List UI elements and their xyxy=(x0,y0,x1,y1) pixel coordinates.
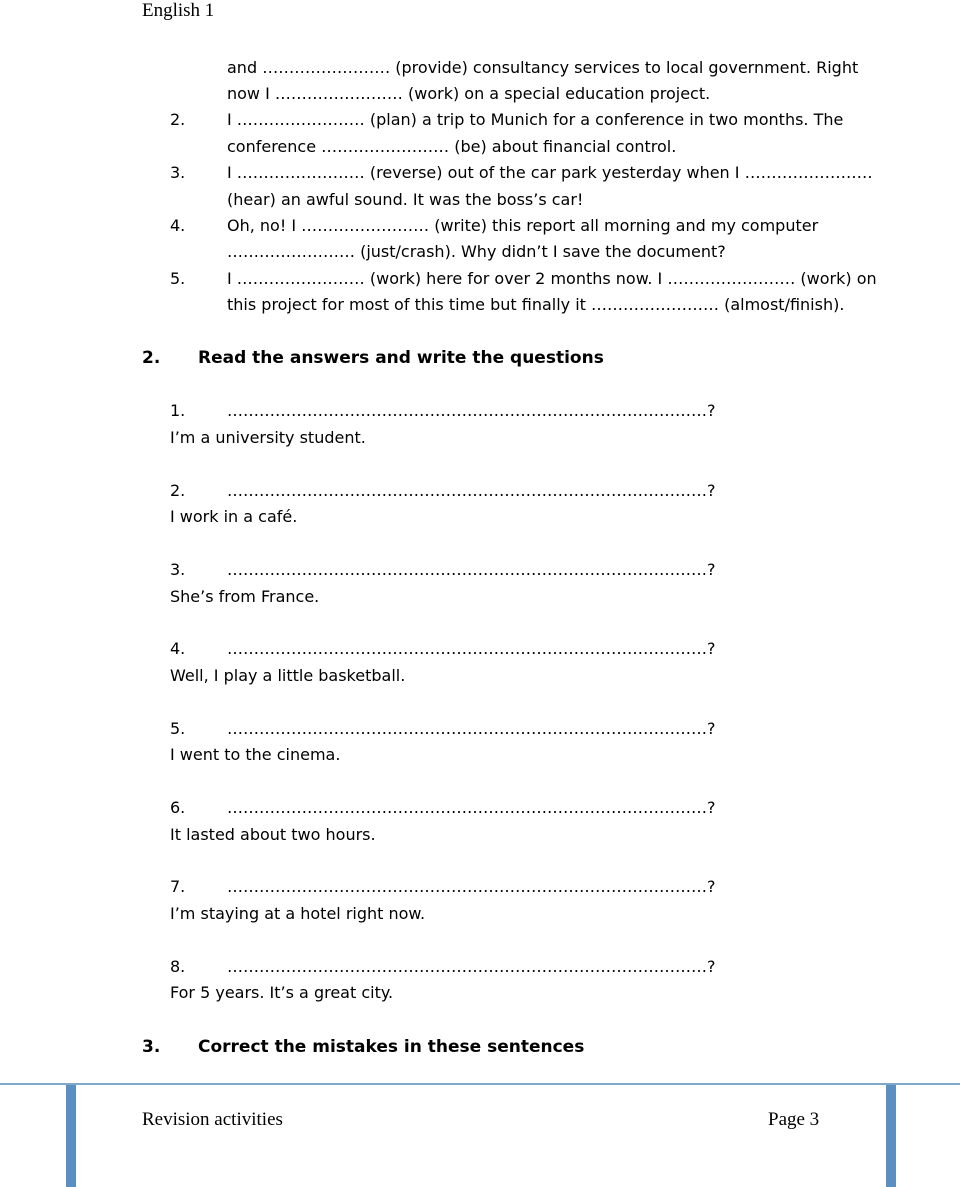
exercise-line: …………………… (just/crash). Why didn’t I save the document? xyxy=(227,242,726,261)
answer-text: I’m staying at a hotel right now. xyxy=(170,904,426,923)
exercise-3-heading: Correct the mistakes in these sentences xyxy=(198,1037,585,1057)
question-number: 7. xyxy=(170,877,186,896)
question-blank: ………………………………………………………………………………? xyxy=(227,877,716,896)
question-number: 8. xyxy=(170,957,186,976)
exercise-line: I …………………… (plan) a trip to Munich for a conference in two months. The xyxy=(227,110,844,129)
question-blank: ………………………………………………………………………………? xyxy=(227,957,716,976)
question-number: 3. xyxy=(170,560,186,579)
exercise-line: now I …………………… (work) on a special education project. xyxy=(227,84,711,103)
exercise-line: and …………………… (provide) consultancy services to local government. Right xyxy=(227,58,859,77)
item-number: 4. xyxy=(170,216,186,235)
exercise-line: I …………………… (work) here for over 2 months now. I …………………… (work) on xyxy=(227,269,877,288)
exercise-line: I …………………… (reverse) out of the car park yesterday when I …………………… xyxy=(227,163,873,182)
exercise-line: this project for most of this time but finally it …………………… (almost/finish). xyxy=(227,295,845,314)
answer-text: It lasted about two hours. xyxy=(170,825,376,844)
item-number: 3. xyxy=(170,163,186,182)
exercise-line: conference …………………… (be) about financial control. xyxy=(227,137,677,156)
question-number: 2. xyxy=(170,481,186,500)
answer-text: I went to the cinema. xyxy=(170,745,341,764)
exercise-3-number: 3. xyxy=(142,1037,161,1057)
item-number: 5. xyxy=(170,269,186,288)
answer-text: She’s from France. xyxy=(170,587,320,606)
question-number: 5. xyxy=(170,719,186,738)
page-header-title: English 1 xyxy=(142,0,215,21)
answer-text: For 5 years. It’s a great city. xyxy=(170,983,394,1002)
question-blank: ………………………………………………………………………………? xyxy=(227,560,716,579)
exercise-line: (hear) an awful sound. It was the boss’s car! xyxy=(227,190,584,209)
question-number: 6. xyxy=(170,798,186,817)
answer-text: Well, I play a little basketball. xyxy=(170,666,406,685)
question-blank: ………………………………………………………………………………? xyxy=(227,639,716,658)
footer-title: Revision activities xyxy=(142,1109,283,1130)
item-number: 2. xyxy=(170,110,186,129)
question-blank: ………………………………………………………………………………? xyxy=(227,798,716,817)
answer-text: I work in a café. xyxy=(170,507,298,526)
answer-text: I’m a university student. xyxy=(170,428,366,447)
exercise-line: Oh, no! I …………………… (write) this report all morning and my computer xyxy=(227,216,819,235)
question-number: 4. xyxy=(170,639,186,658)
footer-divider xyxy=(0,1083,960,1085)
question-blank: ………………………………………………………………………………? xyxy=(227,401,716,420)
exercise-2-heading: Read the answers and write the questions xyxy=(198,348,604,368)
footer-left-bar xyxy=(66,1085,76,1187)
question-blank: ………………………………………………………………………………? xyxy=(227,481,716,500)
question-number: 1. xyxy=(170,401,186,420)
footer-right-bar xyxy=(886,1085,896,1187)
question-blank: ………………………………………………………………………………? xyxy=(227,719,716,738)
exercise-2-number: 2. xyxy=(142,348,161,368)
page-number: Page 3 xyxy=(768,1109,820,1130)
